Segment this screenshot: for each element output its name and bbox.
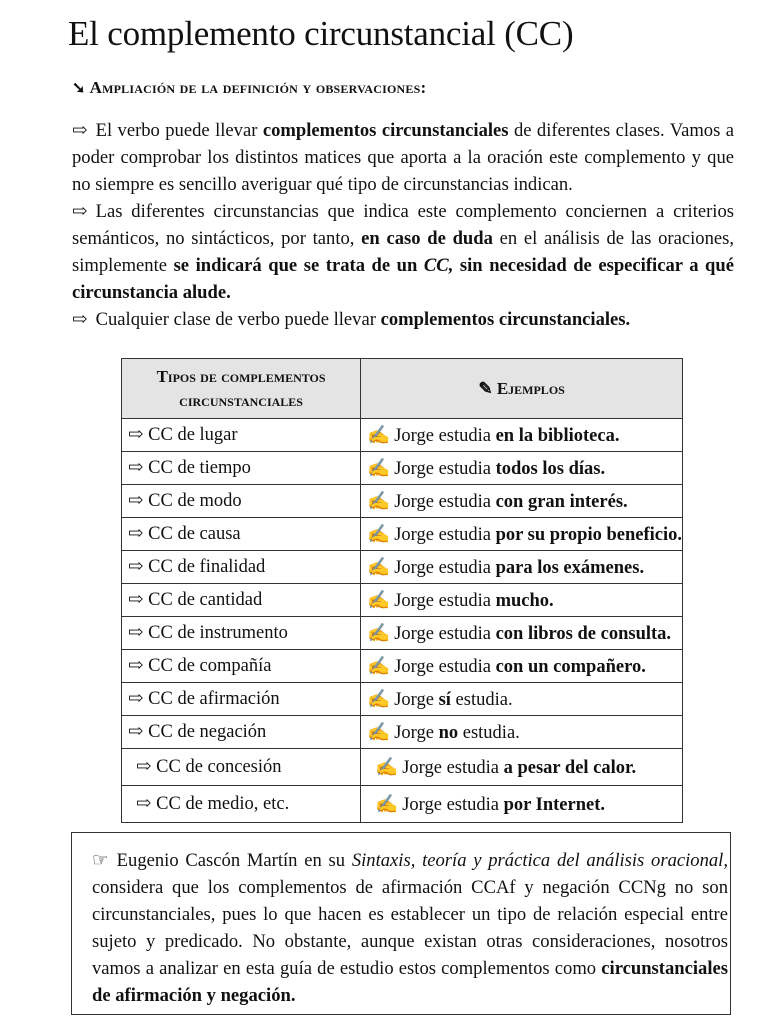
arrow-right-icon: ⇨ [136, 794, 152, 814]
writing-hand-icon: ✍ [367, 425, 391, 446]
complement-example: ✍ Jorge estudia para los exámenes. [361, 551, 683, 584]
arrow-right-icon: ⇨ [128, 656, 144, 676]
arrow-right-icon: ⇨ [128, 524, 144, 544]
table-row [122, 617, 683, 650]
table-row [122, 584, 683, 617]
intro-text [72, 117, 734, 333]
arrow-right-icon: ⇨ [72, 201, 88, 222]
table-row [122, 683, 683, 716]
complement-example: ✍ Jorge no estudia. [361, 716, 683, 749]
complement-type: ⇨ CC de causa [122, 518, 361, 551]
arrow-right-icon: ⇨ [128, 458, 144, 478]
writing-hand-icon: ✍ [367, 557, 391, 578]
writing-hand-icon: ✍ [367, 656, 391, 677]
complement-example: ✍ Jorge sí estudia. [361, 683, 683, 716]
note-box: ☞ Eugenio Cascón Martín en su Sintaxis, teoría y práctica del análisis oracional, considera que los complementos de afirmación CCAf y negación CCNg no son circunstanciales, pues lo que hacen es establecer un tipo de relación especial entre sujeto y predicado. No obstante, aunque existan otras consideraciones, nosotros vamos a analizar en esta guía de estudio estos complementos como circunstanciales de afirmación y negación. [71, 832, 731, 1015]
complement-example: ✍ Jorge estudia con libros de consulta. [361, 617, 683, 650]
complement-type: ⇨ CC de compañía [122, 650, 361, 683]
complement-type: ⇨ CC de medio, etc. [122, 786, 361, 823]
writing-hand-icon: ✍ [367, 491, 391, 512]
intro-paragraph-3: ⇨ Cualquier clase de verbo puede llevar complementos circunstanciales. [72, 309, 631, 330]
complement-example: ✍ Jorge estudia todos los días. [361, 452, 683, 485]
complement-example: ✍ Jorge estudia a pesar del calor. [361, 749, 683, 786]
page-title: El complemento circunstancial (CC) [68, 14, 574, 53]
arrow-right-icon: ⇨ [128, 623, 144, 643]
complement-type: ⇨ CC de instrumento [122, 617, 361, 650]
complement-type: ⇨ CC de concesión [122, 749, 361, 786]
arrow-right-icon: ⇨ [128, 491, 144, 511]
table-row [122, 716, 683, 749]
pencil-icon: ✎ [478, 378, 493, 398]
arrow-right-icon: ⇨ [72, 309, 88, 330]
writing-hand-icon: ✍ [367, 524, 391, 545]
pointing-hand-icon: ☞ [92, 850, 109, 871]
header-types: Tipos de complementos circunstanciales [122, 359, 361, 419]
writing-hand-icon: ✍ [375, 757, 399, 778]
arrow-right-icon: ⇨ [128, 722, 144, 742]
table-row [122, 419, 683, 452]
complements-table [121, 358, 683, 823]
arrow-right-icon: ⇨ [128, 689, 144, 709]
writing-hand-icon: ✍ [367, 722, 391, 743]
arrow-right-icon: ⇨ [128, 425, 144, 445]
writing-hand-icon: ✍ [375, 794, 399, 815]
complement-example: ✍ Jorge estudia por su propio beneficio. [361, 518, 683, 551]
table-row [122, 518, 683, 551]
complement-example: ✍ Jorge estudia en la biblioteca. [361, 419, 683, 452]
writing-hand-icon: ✍ [367, 458, 391, 479]
writing-hand-icon: ✍ [367, 623, 391, 644]
intro-paragraph-2: ⇨ Las diferentes circunstancias que indica este complemento conciernen a criterios semánticos, no sintácticos, por tanto, en caso de duda en el análisis de las oraciones, simplemente se indicará que se trata de un CC, sin necesidad de especificar a qué circunstancia alude. [72, 201, 735, 303]
table-row [122, 551, 683, 584]
section-heading-text: Ampliación de la definición y observaciones: [89, 78, 427, 97]
complement-example: ✍ Jorge estudia con gran interés. [361, 485, 683, 518]
writing-hand-icon: ✍ [367, 590, 391, 611]
intro-paragraph-1: ⇨ El verbo puede llevar complementos circunstanciales de diferentes clases. Vamos a poder comprobar los distintos matices que aporta a la oración este complemento y que no siempre es sencillo averiguar qué tipo de circunstancias indican. [72, 120, 734, 195]
complement-type: ⇨ CC de negación [122, 716, 361, 749]
table-row [122, 749, 683, 786]
complement-type: ⇨ CC de modo [122, 485, 361, 518]
arrow-down-right-icon: ➘ [72, 80, 86, 97]
complement-type: ⇨ CC de cantidad [122, 584, 361, 617]
complement-type: ⇨ CC de tiempo [122, 452, 361, 485]
complement-type: ⇨ CC de afirmación [122, 683, 361, 716]
complement-type: ⇨ CC de lugar [122, 419, 361, 452]
table-header-row [122, 359, 683, 419]
section-heading [72, 78, 426, 98]
complement-example: ✍ Jorge estudia con un compañero. [361, 650, 683, 683]
writing-hand-icon: ✍ [367, 689, 391, 710]
arrow-right-icon: ⇨ [72, 120, 88, 141]
table-row [122, 485, 683, 518]
arrow-right-icon: ⇨ [128, 557, 144, 577]
header-examples: ✎ Ejemplos [361, 359, 683, 419]
arrow-right-icon: ⇨ [128, 590, 144, 610]
arrow-right-icon: ⇨ [136, 757, 152, 777]
table-row [122, 650, 683, 683]
complement-example: ✍ Jorge estudia mucho. [361, 584, 683, 617]
table-row [122, 786, 683, 823]
table-row [122, 452, 683, 485]
complement-example: ✍ Jorge estudia por Internet. [361, 786, 683, 823]
complement-type: ⇨ CC de finalidad [122, 551, 361, 584]
